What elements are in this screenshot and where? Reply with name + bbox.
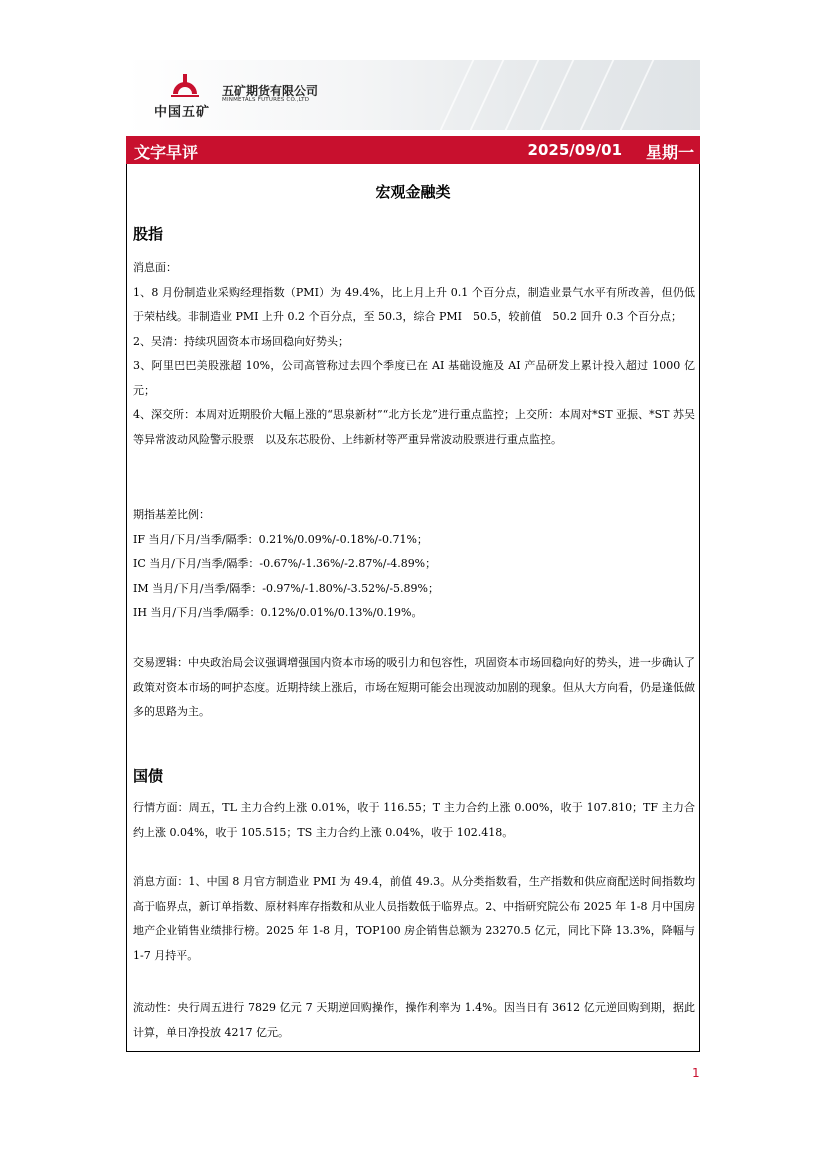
- basis-row: IH 当月/下月/当季/隔季：0.12%/0.01%/0.13%/0.19%。: [133, 606, 423, 619]
- news-label: 消息面：: [133, 261, 177, 274]
- news-item: 3、阿里巴巴美股涨超 10%，公司高管称过去四个季度已在 AI 基础设施及 AI 产品研发上累计投入超过 1000 亿元；: [133, 359, 695, 397]
- news-item: 1、8 月份制造业采购经理指数（PMI）为 49.4%，比上月上升 0.1 个百分点，制造业景气水平有所改善，但仍低于荣枯线。非制造业 PMI 上升 0.2 个百分点，至 50.3，综合 PMI 50.5，较前值 50.2 回升 0.3 个百分点；: [133, 285, 695, 323]
- company-name-en: MINMETALS FUTURES CO.,LTD: [222, 97, 310, 103]
- trading-logic-text: 交易逻辑：中央政治局会议强调增强国内资本市场的吸引力和包容性，巩固资本市场回稳向好的势头，进一步确认了政策对资本市场的呵护态度。近期持续上涨后，市场在短期可能会出现波动加剧的现象。但从大方向看，仍是逢低做多的思路为主。: [133, 656, 695, 718]
- bonds-market-text: 行情方面：周五，TL 主力合约上涨 0.01%，收于 116.55；T 主力合约上涨 0.00%，收于 107.810；TF 主力合约上涨 0.04%，收于 105.515；TS 主力合约上涨 0.04%，收于 102.418。: [133, 801, 695, 839]
- basis-block: [133, 503, 695, 626]
- report-date: 2025/09/01: [527, 141, 622, 159]
- report-weekday: 星期一: [645, 143, 694, 162]
- stock-index-news: [133, 256, 695, 452]
- trading-logic: [133, 651, 695, 725]
- basis-row: IM 当月/下月/当季/隔季：-0.97%/-1.80%/-3.52%/-5.89%；: [133, 581, 439, 595]
- bonds-heading: 国债: [133, 767, 164, 785]
- report-title-bar: [126, 136, 700, 164]
- bonds-market: [133, 796, 695, 845]
- bonds-news: [133, 870, 695, 968]
- company-name-cn: 五矿期货有限公司: [222, 84, 319, 98]
- section-title: 宏观金融类: [375, 183, 451, 201]
- report-title: 文字早评: [134, 143, 199, 162]
- news-item: 4、深交所：本周对近期股价大幅上涨的“思泉新材”“北方长龙”进行重点监控；上交所：本周对*ST 亚振、*ST 苏吴等异常波动风险警示股票 以及东芯股份、上纬新材等严重异常波动股票进行重点监控。: [133, 408, 695, 446]
- stock-index-heading: 股指: [133, 225, 164, 243]
- page-number: 1: [692, 1066, 700, 1080]
- logo-text: 中国五矿: [154, 105, 211, 120]
- bonds-liquidity: [133, 996, 695, 1045]
- bonds-liquidity-text: 流动性：央行周五进行 7829 亿元 7 天期逆回购操作，操作利率为 1.4%。因当日有 3612 亿元逆回购到期，据此计算，单日净投放 4217 亿元。: [133, 1001, 695, 1039]
- basis-row: IF 当月/下月/当季/隔季：0.21%/0.09%/-0.18%/-0.71%；: [133, 532, 428, 546]
- header-banner: [126, 60, 700, 130]
- basis-row: IC 当月/下月/当季/隔季：-0.67%/-1.36%/-2.87%/-4.89%；: [133, 557, 437, 570]
- basis-label: 期指基差比例：: [133, 508, 210, 521]
- bonds-news-text: 消息方面：1、中国 8 月官方制造业 PMI 为 49.4，前值 49.3。从分类指数看，生产指数和供应商配送时间指数均高于临界点，新订单指数、原材料库存指数和从业人员指数低于临界点。2、中指研究院公布 2025 年 1-8 月中国房地产企业销售业绩排行榜。2025 年 1-8 月，TOP100 房企销售总额为 23270.5 亿元，同比下降 13.3%，降幅与 1-7 月持平。: [133, 875, 695, 962]
- minmetals-logo-icon: [170, 72, 200, 98]
- news-item: 2、吴清：持续巩固资本市场回稳向好势头；: [133, 334, 349, 348]
